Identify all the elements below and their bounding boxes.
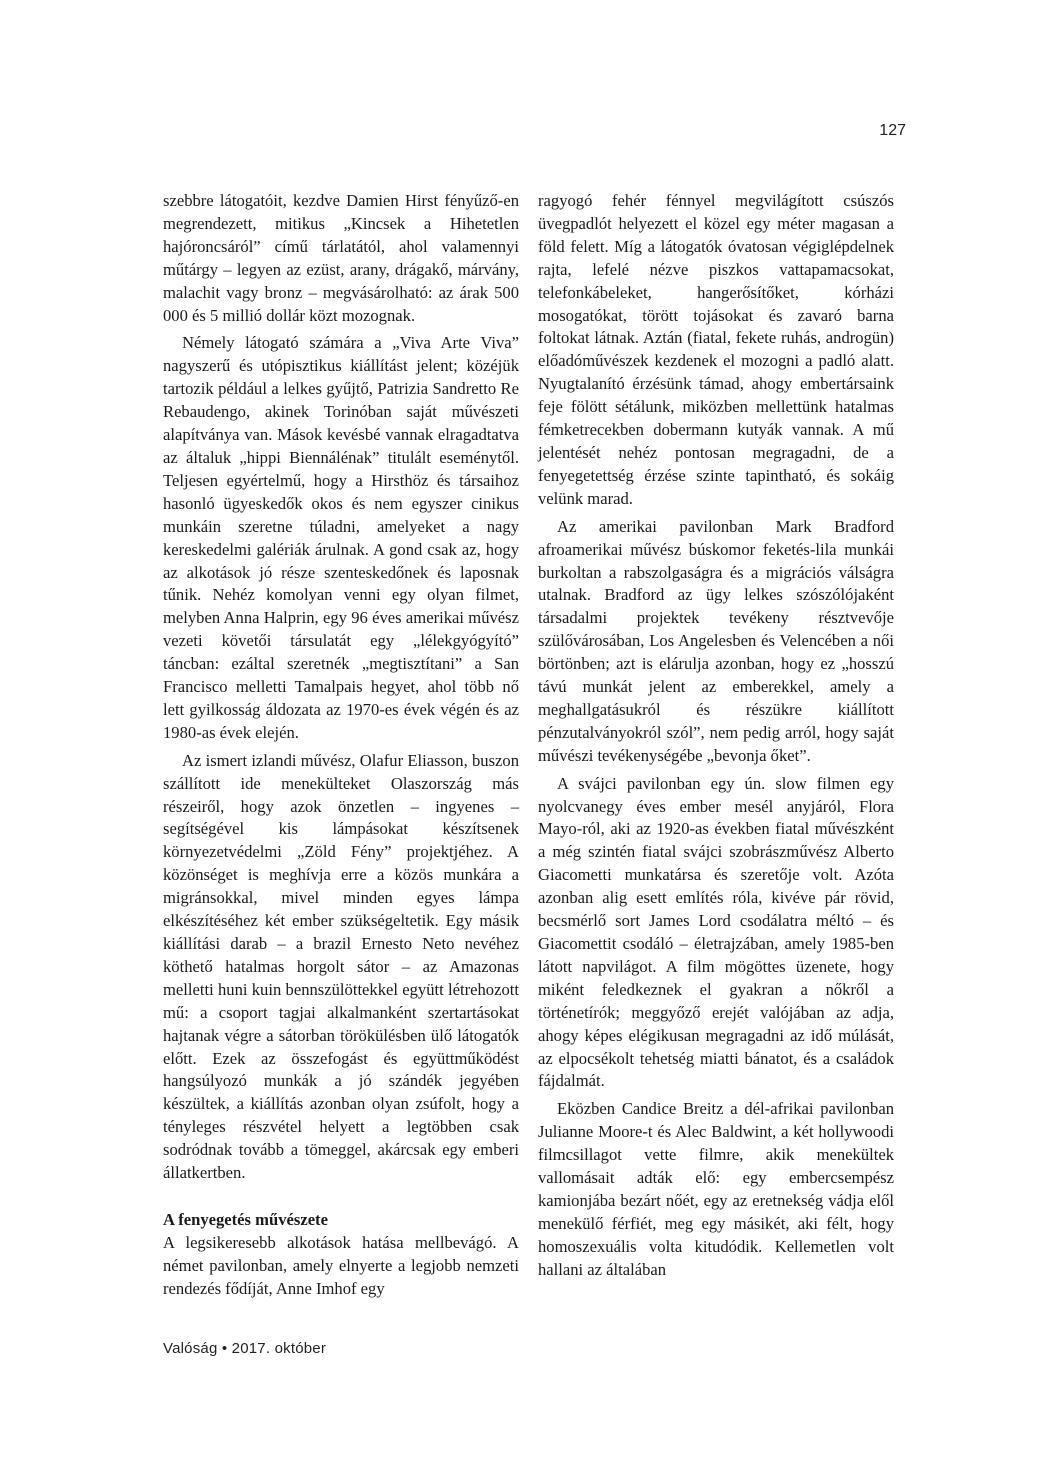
right-column bbox=[538, 190, 894, 1282]
paragraph: A legsikeresebb alkotások hatása mellbevágó. A német pavilonban, amely elnyerte a legjobb nemzeti rendezés fődíját, Anne Imhof egy bbox=[163, 1232, 519, 1298]
page-number: 127 bbox=[879, 122, 906, 139]
paragraph: Az ismert izlandi művész, Olafur Eliasson, buszon szállított ide menekülteket Olaszország más részeiről, hogy azok önzetlen – ingyenes – segítségével kis lámpásokat készítsenek környezetvédelmi „Zöld Fény” projektjéhez. A közönséget is meghívja erre a közös munkára a migránsokkal, mivel minden egyes lámpa elkészítéséhez két ember szükségeltetik. Egy másik kiállítási darab – a brazil Ernesto Neto nevéhez köthető hatalmas horgolt sátor – az Amazonas melletti huni kuin bennszülöttekkel együtt létrehozott mű: a csoport tagjai alkalmanként szertartásokat hajtanak végre a sátorban törökülésben ülő látogatók előtt. Ezek az összefogást és együttműködést hangsúlyozó munkák a jó szándék jegyében készültek, a kiállítás azonban olyan zsúfolt, hogy a tényleges részvétel helyett a legtöbben csak sodródnak tovább a tömeggel, akárcsak egy emberi állatkertben. bbox=[163, 750, 519, 1183]
paragraph: ragyogó fehér fénnyel megvilágított csúszós üvegpadlót helyezett el közel egy méter magasan a föld felett. Míg a látogatók óvatosan végiglépdelnek rajta, lefelé nézve piszkos vattapamacsokat, telefonkábeleket, hangerősítőket, kórházi mosogatókat, törött tojásokat és zavaró barna foltokat látnak. Aztán (fiatal, fekete ruhás, androgün) előadóművészek kezdenek el mozogni a padló alatt. Nyugtalanító érzésünk támad, ahogy embertársaink feje fölött sétálunk, miközben mellettünk hatalmas fémketrecekben dobermann kutyák vannak. A mű jelentését nehéz pontosan megragadni, de a fenyegetettség érzése szinte tapintható, és sokáig velünk marad. bbox=[538, 191, 894, 508]
paragraph: Némely látogató számára a „Viva Arte Viva” nagyszerű és utópisztikus kiállítást jelent; közéjük tartozik például a lelkes gyűjtő, Patrizia Sandretto Re Rebaudengo, akinek Torinóban saját művészeti alapítványa van. Mások kevésbé vannak elragadtatva az általuk „hippi Biennálénak” titulált eseménytől. Teljesen egyértelmű, hogy a Hirsthöz és társaihoz hasonló ügyeskedők okos és nem egyszer cinikus munkáin szeretne túladni, amelyeket a nagy kereskedelmi galériák árulnak. A gond csak az, hogy az alkotások jó része szenteskedőnek és laposnak tűnik. Nehéz komolyan venni egy olyan filmet, melyben Anna Halprin, egy 96 éves amerikai művész vezeti követői társulatát egy „lélekgyógyító” táncban: ezáltal szeretnék „megtisztítani” a San Francisco melletti Tamalpais hegyet, ahol több nő lett gyilkosság áldozata az 1970-es évek végén és az 1980-as évek elején. bbox=[163, 333, 519, 742]
paragraph: Eközben Candice Breitz a dél-afrikai pavilonban Julianne Moore-t és Alec Baldwint, a két hollywoodi filmcsillagot vette filmre, akik menekültek vallomásait adták elő: egy embercsempész kamionjába bezárt nőét, egy az eretnekség vádja elől menekülő férfiét, meg egy másikét, aki félt, hogy homoszexuális volta kitudódik. Kellemetlen volt hallani az általában bbox=[538, 1099, 894, 1279]
left-column bbox=[163, 190, 519, 1301]
paragraph: A svájci pavilonban egy ún. slow filmen egy nyolcvanegy éves ember mesél anyjáról, Flora Mayo-ról, aki az 1920-as években fiatal művészként a még szintén fiatal svájci szobrászművész Alberto Giacometti munkatársa és szeretője volt. Azóta azonban alig esett említés róla, kivéve pár rövid, becsmérlő sort James Lord csodálatra méltó – és Giacomettit csodáló – életrajzában, amely 1985-ben látott napvilágot. A film mögöttes üzenete, hogy miként feledkeznek el gyakran a nőkről a történetírók; meggyőző erejét valójában az adja, ahogy képes elégikusan megragadni az idő múlását, az elpocsékolt tehetség miatti bánatot, és a családok fájdalmát. bbox=[538, 773, 894, 1091]
paragraph: szebbre látogatóit, kezdve Damien Hirst fényűző-en megrendezett, mitikus „Kincsek a Hihetetlen hajóroncsáról” című tárlatától, ahol valamennyi műtárgy – legyen az ezüst, arany, drágakő, márvány, malachit vagy bronz – megvásárolható: az árak 500 000 és 5 millió dollár közt mozognak. bbox=[163, 191, 519, 325]
section-heading: A fenyegetés művészete bbox=[163, 1209, 328, 1229]
paragraph: Az amerikai pavilonban Mark Bradford afroamerikai művész búskomor feketés-lila munkái burkoltan a rabszolgaságra és a migrációs válságra utalnak. Bradford az ügy lelkes szószólójaként társadalmi projektek tevékeny résztvevője szülővárosában, Los Angelesben és Velencében a női börtönben; azt is elárulja azonban, hogy ez „hosszú távú munkát jelent az emberekkel, amely a meghallgatásukról és részükre kiállított pénzutalványokról szól”, nem pedig arról, hogy saját művészi tevékenységébe „bevonja őket”. bbox=[538, 516, 894, 765]
page-footer: Valóság • 2017. október bbox=[163, 1340, 327, 1357]
